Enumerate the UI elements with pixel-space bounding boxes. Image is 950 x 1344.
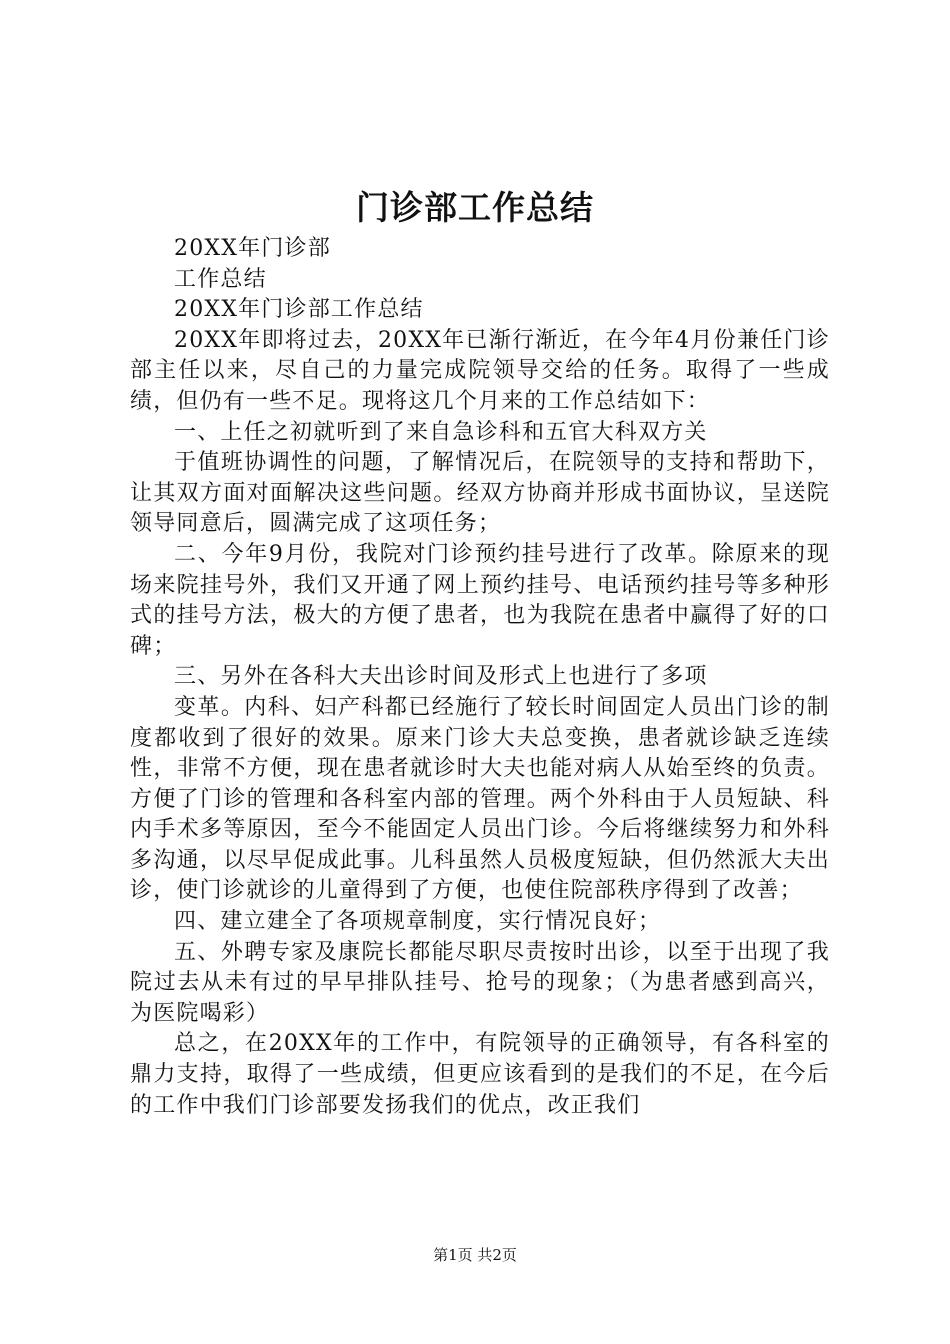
- paragraph: 总之，在20XX年的工作中，有院领导的正确领导，有各科室的鼎力支持，取得了一些成绩，但更应该看到的是我们的不足，在今后的工作中我们门诊部要发扬我们的优点，改正我们: [130, 1031, 830, 1118]
- paragraph: 工作总结: [174, 266, 267, 292]
- paragraph: 四、建立建全了各项规章制度，实行情况良好；: [174, 909, 662, 935]
- paragraph: 于值班协调性的问题，了解情况后，在院领导的支持和帮助下，让其双方面对面解决这些问题。经双方协商并形成书面协议，呈送院领导同意后，圆满完成了这项任务；: [130, 450, 830, 537]
- paragraph: 20XX年门诊部工作总结: [174, 297, 424, 323]
- page-footer: 第1页 共2页: [433, 1246, 517, 1264]
- document-title: 门诊部工作总结: [356, 188, 594, 227]
- paragraph: 变革。内科、妇产科都已经施行了较长时间固定人员出门诊的制度都收到了很好的效果。原来门诊大夫总变换，患者就诊缺乏连续性，非常不方便，现在患者就诊时大夫也能对病人从始至终的负责。方便了门诊的管理和各科室内部的管理。两个外科由于人员短缺、科内手术多等原因，至今不能固定人员出门诊。今后将继续努力和外科多沟通，以尽早促成此事。儿科虽然人员极度短缺，但仍然派大夫出诊，使门诊就诊的儿童得到了方便，也使住院部秩序得到了改善；: [130, 694, 830, 904]
- paragraph: 五、外聘专家及康院长都能尽职尽责按时出诊，以至于出现了我院过去从未有过的早早排队挂号、抢号的现象；（为患者感到高兴，为医院喝彩）: [130, 939, 830, 1026]
- paragraph: 一、上任之初就听到了来自急诊科和五官大科双方关: [174, 419, 708, 445]
- document-body: [130, 234, 830, 1121]
- paragraph: 20XX年即将过去，20XX年已渐行渐近，在今年4月份兼任门诊部主任以来，尽自己的力量完成院领导交给的任务。取得了一些成绩，但仍有一些不足。现将这几个月来的工作总结如下：: [130, 327, 830, 414]
- paragraph: 三、另外在各科大夫出诊时间及形式上也进行了多项: [174, 664, 708, 690]
- paragraph: 二、今年9月份，我院对门诊预约挂号进行了改革。除原来的现场来院挂号外，我们又开通了网上预约挂号、电话预约挂号等多种形式的挂号方法，极大的方便了患者，也为我院在患者中赢得了好的口碑；: [130, 541, 830, 659]
- paragraph: 20XX年门诊部: [174, 236, 331, 261]
